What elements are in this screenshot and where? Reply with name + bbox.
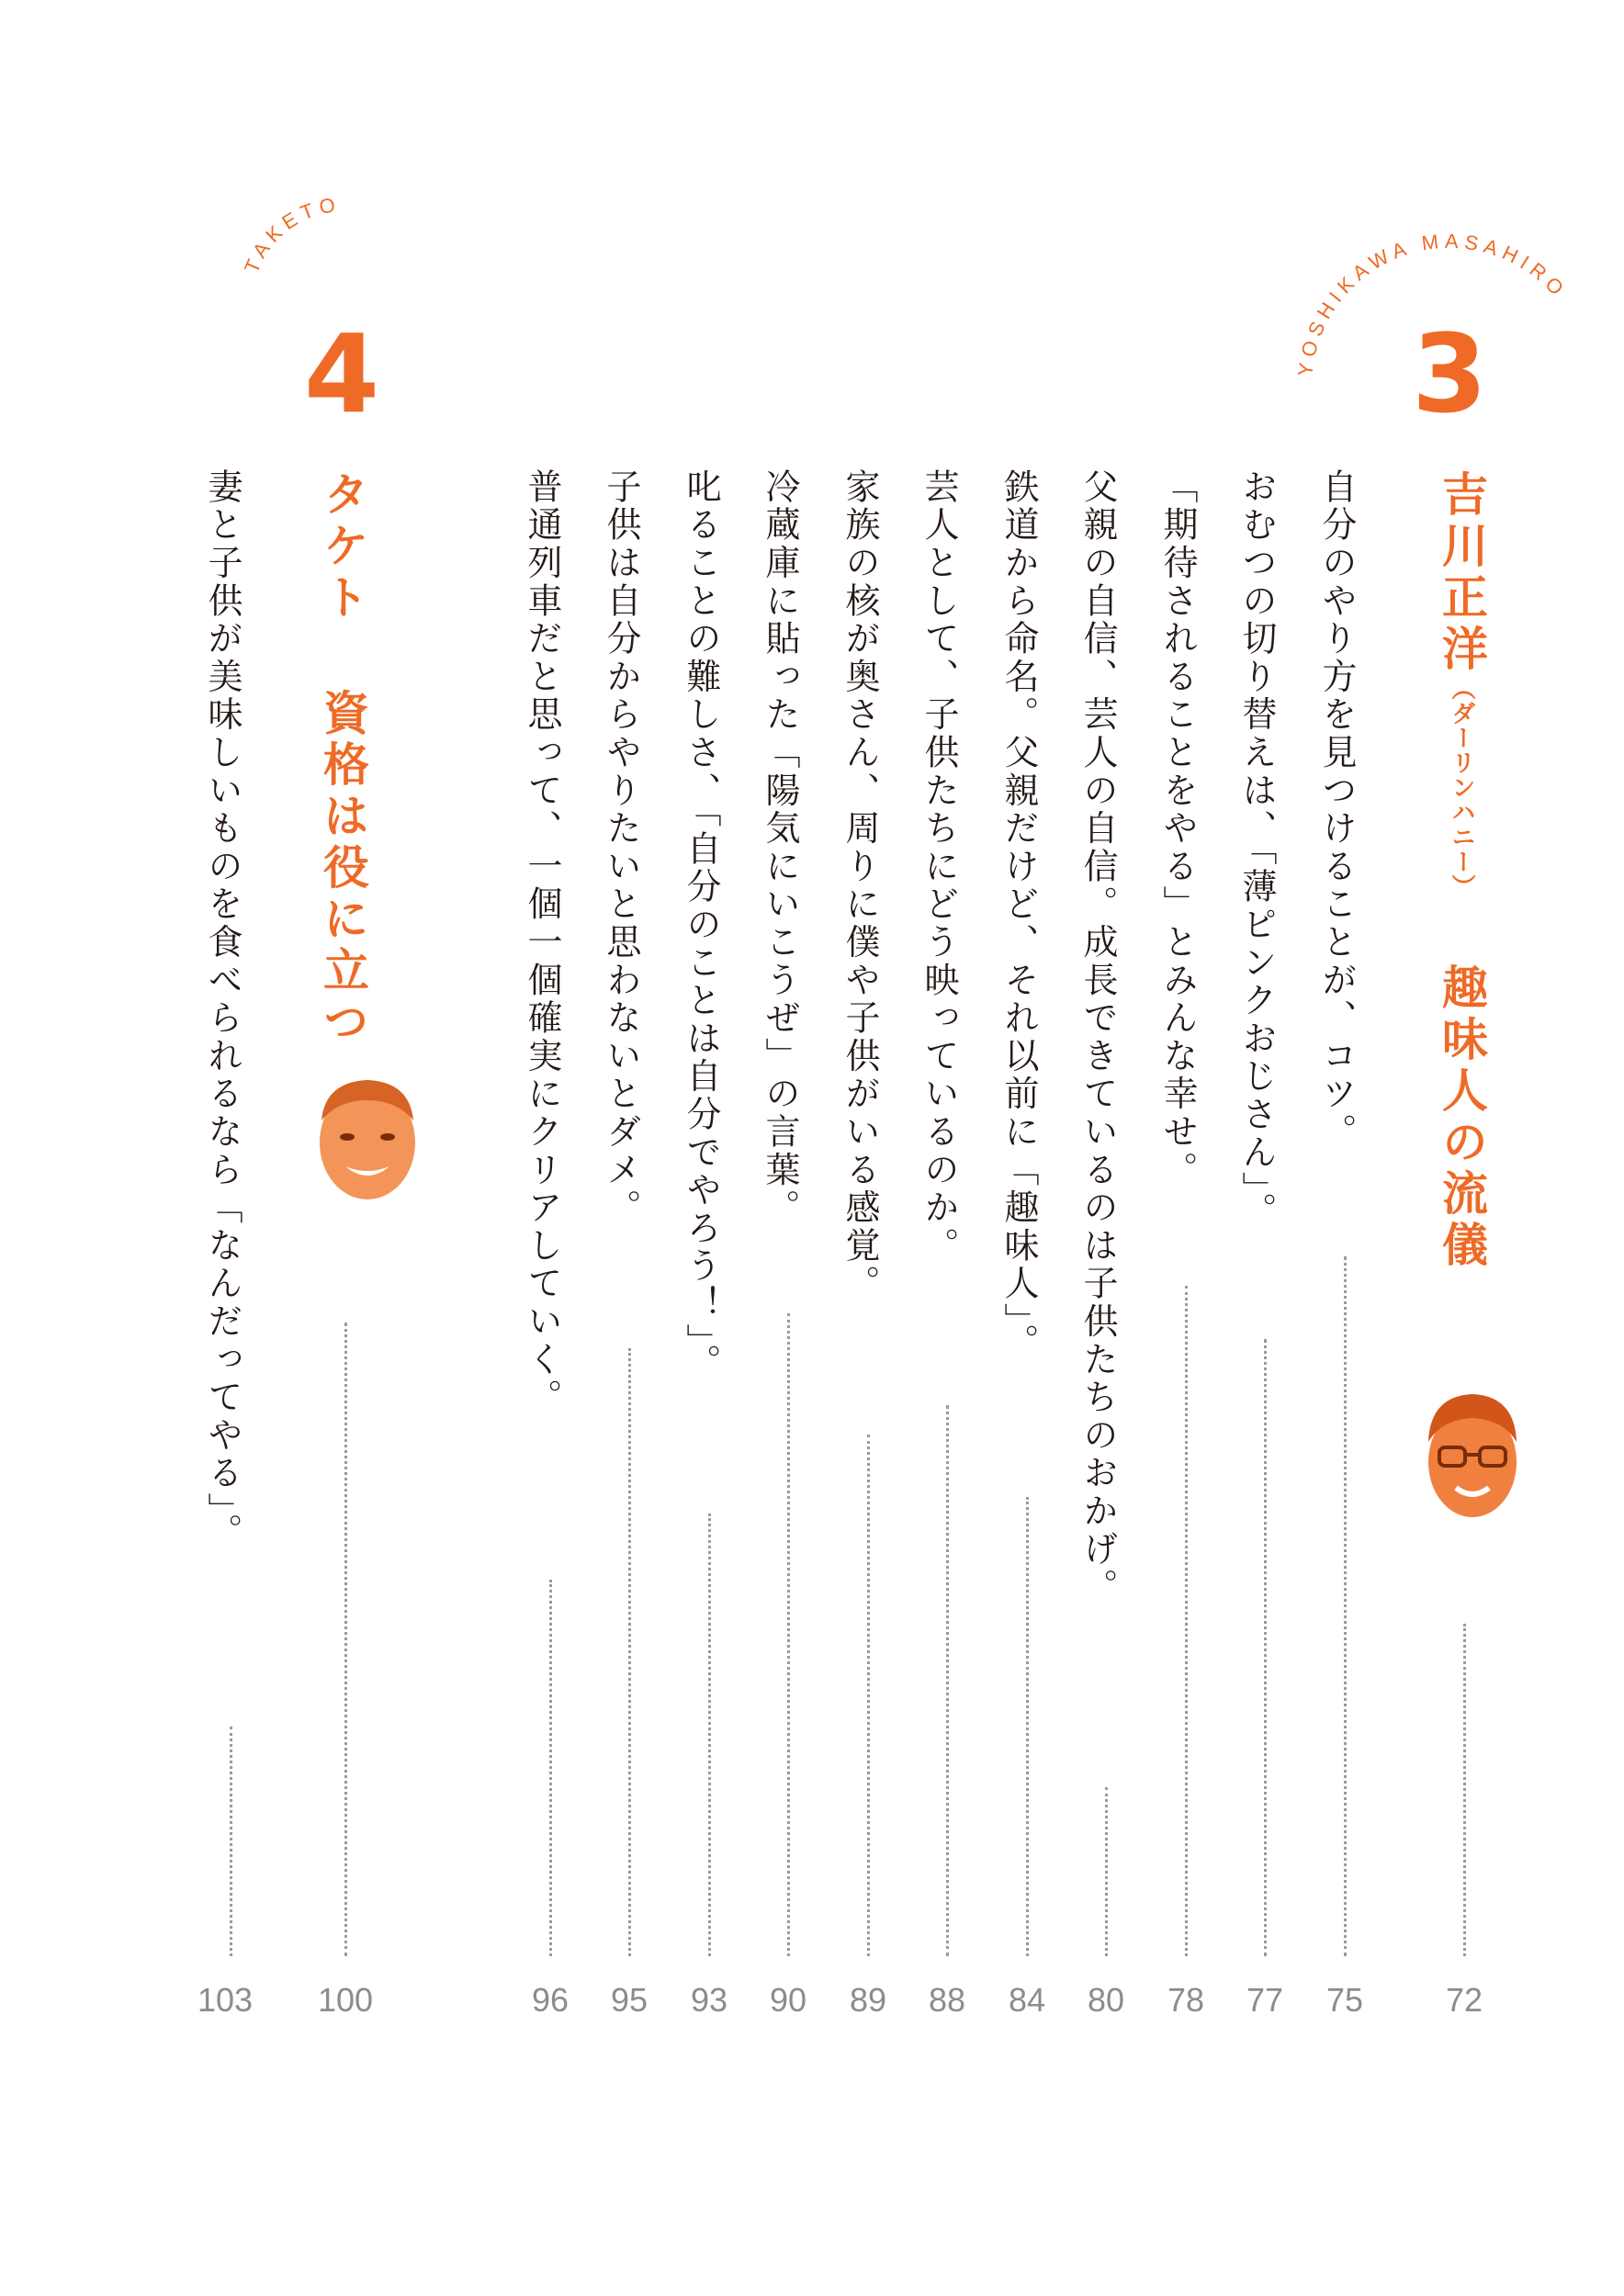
entry-text: 家族の核が奥さん、周りに僕や子供がいる感覚。 [840, 468, 880, 1303]
page-number: 80 [1087, 1981, 1125, 2019]
entry-text: 鉄道から命名。父親だけど、それ以前に「趣味人」。 [998, 468, 1039, 1362]
chapter-4-title: 資格は役に立つ [316, 689, 369, 1049]
chapter-3-unit: （ダーリンハニー） [1448, 676, 1475, 899]
glasses-man-face [1419, 1387, 1526, 1521]
page-number: 95 [610, 1981, 648, 2019]
entry-text: 子供は自分からやりたいと思わないとダメ。 [601, 468, 641, 1227]
leader-line [1344, 1256, 1347, 1956]
entry-text: 妻と子供が美味しいものを食べられるなら「なんだってやる」。 [202, 468, 242, 1551]
page-number: 100 [317, 1981, 374, 2019]
leader-line [1026, 1497, 1029, 1956]
entry-text: 普通列車だと思って、一個一個確実にクリアしていく。 [522, 468, 562, 1417]
leader-line [787, 1313, 790, 1956]
page-number: 78 [1167, 1981, 1205, 2019]
entry-text: 父親の自信、芸人の自信。成長できているのは子供たちのおかげ。 [1077, 468, 1118, 1606]
chapter-3-number: 3 [1411, 310, 1488, 437]
page-number: 72 [1445, 1981, 1483, 2019]
chapter-4-romaji: TAKETO [240, 192, 343, 276]
leader-line [1264, 1339, 1267, 1956]
leader-line [708, 1514, 711, 1956]
leader-line [1185, 1286, 1188, 1956]
entry-text: おむつの切り替えは、「薄ピンクおじさん」。 [1236, 468, 1277, 1231]
leader-line [1105, 1787, 1108, 1956]
leader-line [628, 1348, 631, 1956]
page-number: 90 [769, 1981, 807, 2019]
leader-line [230, 1727, 232, 1956]
page-number: 84 [1008, 1981, 1046, 2019]
page-number: 88 [928, 1981, 966, 2019]
leader-line [344, 1322, 347, 1956]
page-number: 93 [690, 1981, 728, 2019]
page-number: 77 [1246, 1981, 1284, 2019]
page-number: 96 [531, 1981, 570, 2019]
chapter-3-romaji: YOSHIKAWA MASAHIRO [1293, 229, 1573, 378]
leader-line [1463, 1624, 1466, 1956]
chapter-4-heading [316, 470, 369, 1049]
entry-text: 叱ることの難しさ、「自分のことは自分でやろう！」。 [681, 468, 721, 1382]
chapter-3-name: 吉川正洋 [1435, 470, 1488, 676]
leader-line [867, 1435, 870, 1956]
page-number: 89 [849, 1981, 887, 2019]
chapter-4-number: 4 [303, 310, 380, 437]
leader-line [549, 1580, 552, 1956]
entry-text: 冷蔵庫に貼った「陽気にいこうぜ」の言葉。 [760, 468, 800, 1227]
chapter-3-heading [1435, 470, 1488, 1272]
entry-text: 自分のやり方を見つけることが、コツ。 [1316, 468, 1357, 1152]
entry-text: 芸人として、子供たちにどう映っているのか。 [919, 468, 959, 1266]
entry-text: 「期待されることをやる」とみんな幸せ。 [1157, 468, 1198, 1189]
page-number: 103 [197, 1981, 254, 2019]
leader-line [946, 1405, 949, 1956]
page-number: 75 [1325, 1981, 1364, 2019]
smiling-man-face [312, 1073, 423, 1203]
chapter-4-name: タケト [316, 470, 369, 625]
chapter-3-title: 趣味人の流儀 [1435, 963, 1488, 1272]
